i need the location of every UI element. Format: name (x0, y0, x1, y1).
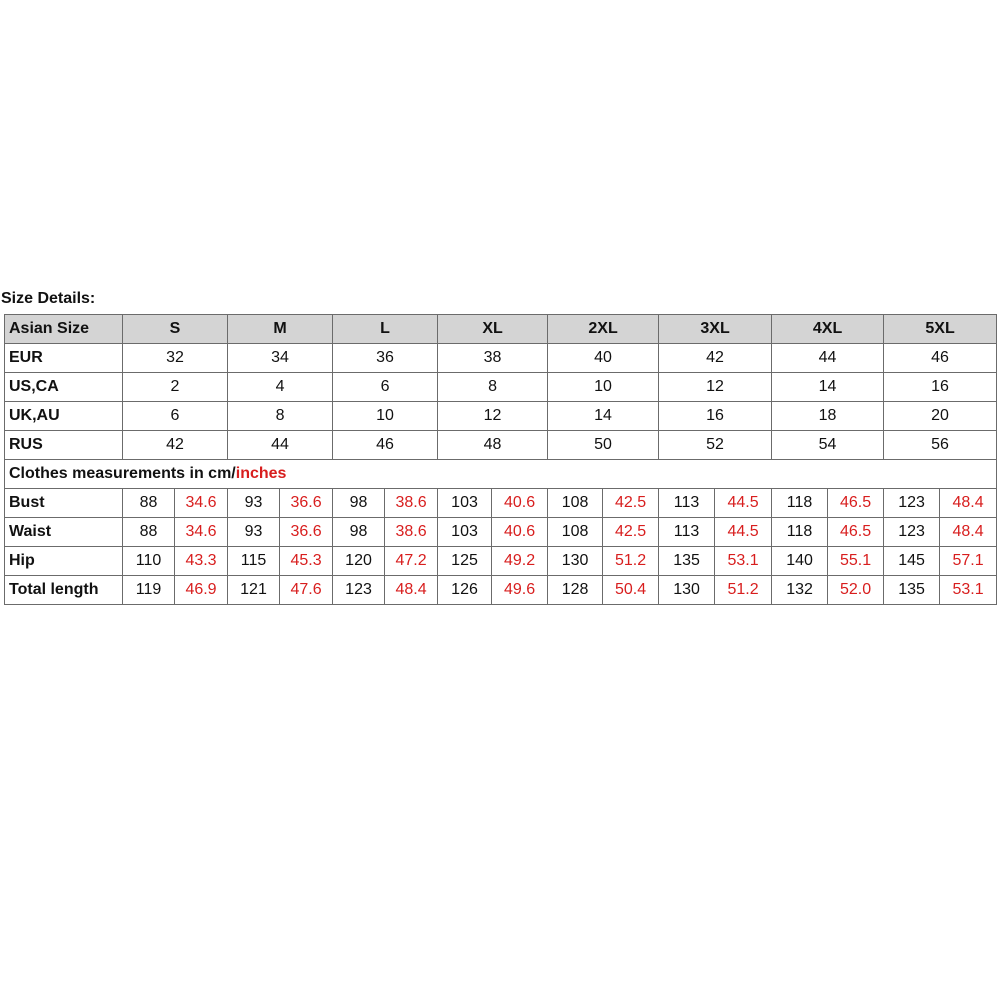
conversion-cell: 40 (548, 344, 659, 373)
cm-cell: 113 (659, 489, 715, 518)
cm-cell: 121 (228, 576, 280, 605)
conversion-cell: 34 (228, 344, 333, 373)
size-header-cell: L (333, 315, 438, 344)
inches-cell: 46.5 (828, 518, 884, 547)
cm-cell: 123 (333, 576, 385, 605)
inches-cell: 51.2 (715, 576, 772, 605)
conversion-cell: 12 (659, 373, 772, 402)
conversion-cell: 44 (772, 344, 884, 373)
size-header-row (5, 315, 997, 344)
conversion-cell: 48 (438, 431, 548, 460)
cm-cell: 88 (123, 489, 175, 518)
inches-cell: 55.1 (828, 547, 884, 576)
cm-cell: 103 (438, 518, 492, 547)
inches-cell: 49.2 (492, 547, 548, 576)
inches-cell: 47.6 (280, 576, 333, 605)
inches-cell: 34.6 (175, 489, 228, 518)
cm-cell: 130 (548, 547, 603, 576)
cm-cell: 145 (884, 547, 940, 576)
conversion-cell: 10 (333, 402, 438, 431)
inches-cell: 45.3 (280, 547, 333, 576)
conversion-cell: 14 (772, 373, 884, 402)
row-label: UK,AU (5, 402, 123, 431)
inches-cell: 38.6 (385, 518, 438, 547)
cm-cell: 119 (123, 576, 175, 605)
conversion-cell: 50 (548, 431, 659, 460)
size-header-cell: XL (438, 315, 548, 344)
cm-cell: 135 (884, 576, 940, 605)
conversion-cell: 8 (228, 402, 333, 431)
conversion-row (5, 373, 997, 402)
inches-cell: 40.6 (492, 489, 548, 518)
inches-cell: 46.5 (828, 489, 884, 518)
inches-cell: 34.6 (175, 518, 228, 547)
conversion-cell: 6 (123, 402, 228, 431)
conversion-cell: 44 (228, 431, 333, 460)
conversion-cell: 4 (228, 373, 333, 402)
conversion-cell: 16 (659, 402, 772, 431)
inches-cell: 49.6 (492, 576, 548, 605)
cm-cell: 118 (772, 489, 828, 518)
row-label: Hip (5, 547, 123, 576)
measurement-row (5, 547, 997, 576)
cm-cell: 130 (659, 576, 715, 605)
cm-cell: 88 (123, 518, 175, 547)
inches-cell: 44.5 (715, 518, 772, 547)
conversion-cell: 12 (438, 402, 548, 431)
inches-cell: 53.1 (715, 547, 772, 576)
inches-cell: 42.5 (603, 518, 659, 547)
cm-cell: 120 (333, 547, 385, 576)
measurement-row (5, 489, 997, 518)
row-label: EUR (5, 344, 123, 373)
row-label: Total length (5, 576, 123, 605)
conversion-cell: 56 (884, 431, 997, 460)
size-header-cell: M (228, 315, 333, 344)
measurements-heading-row (5, 460, 997, 489)
size-header-cell: S (123, 315, 228, 344)
conversion-cell: 42 (123, 431, 228, 460)
conversion-cell: 14 (548, 402, 659, 431)
conversion-cell: 18 (772, 402, 884, 431)
inches-cell: 52.0 (828, 576, 884, 605)
row-label: Asian Size (5, 315, 123, 344)
conversion-row (5, 431, 997, 460)
conversion-row (5, 344, 997, 373)
cm-cell: 115 (228, 547, 280, 576)
conversion-cell: 6 (333, 373, 438, 402)
cm-cell: 125 (438, 547, 492, 576)
measurements-heading-prefix: Clothes measurements in cm/ (9, 465, 236, 482)
conversion-cell: 2 (123, 373, 228, 402)
conversion-row (5, 402, 997, 431)
inches-cell: 43.3 (175, 547, 228, 576)
cm-cell: 108 (548, 489, 603, 518)
cm-cell: 123 (884, 518, 940, 547)
inches-cell: 46.9 (175, 576, 228, 605)
size-header-cell: 4XL (772, 315, 884, 344)
cm-cell: 103 (438, 489, 492, 518)
inches-cell: 36.6 (280, 489, 333, 518)
conversion-cell: 46 (884, 344, 997, 373)
size-header-cell: 3XL (659, 315, 772, 344)
conversion-cell: 54 (772, 431, 884, 460)
measurements-heading-suffix: inches (235, 465, 287, 482)
inches-cell: 47.2 (385, 547, 438, 576)
conversion-cell: 16 (884, 373, 997, 402)
cm-cell: 113 (659, 518, 715, 547)
inches-cell: 50.4 (603, 576, 659, 605)
inches-cell: 48.4 (940, 489, 997, 518)
conversion-cell: 32 (123, 344, 228, 373)
cm-cell: 118 (772, 518, 828, 547)
size-header-cell: 5XL (884, 315, 997, 344)
cm-cell: 140 (772, 547, 828, 576)
inches-cell: 38.6 (385, 489, 438, 518)
cm-cell: 93 (228, 518, 280, 547)
conversion-cell: 10 (548, 373, 659, 402)
conversion-cell: 8 (438, 373, 548, 402)
conversion-cell: 52 (659, 431, 772, 460)
measurements-heading (5, 460, 997, 489)
size-details-title: Size Details: (1, 290, 96, 307)
cm-cell: 98 (333, 489, 385, 518)
row-label: Waist (5, 518, 123, 547)
inches-cell: 40.6 (492, 518, 548, 547)
inches-cell: 42.5 (603, 489, 659, 518)
inches-cell: 53.1 (940, 576, 997, 605)
cm-cell: 110 (123, 547, 175, 576)
cm-cell: 135 (659, 547, 715, 576)
inches-cell: 57.1 (940, 547, 997, 576)
row-label: Bust (5, 489, 123, 518)
inches-cell: 51.2 (603, 547, 659, 576)
conversion-cell: 36 (333, 344, 438, 373)
cm-cell: 98 (333, 518, 385, 547)
row-label: RUS (5, 431, 123, 460)
size-chart-table (4, 314, 997, 605)
measurement-row (5, 576, 997, 605)
inches-cell: 48.4 (385, 576, 438, 605)
cm-cell: 123 (884, 489, 940, 518)
cm-cell: 128 (548, 576, 603, 605)
conversion-cell: 38 (438, 344, 548, 373)
measurement-row (5, 518, 997, 547)
inches-cell: 44.5 (715, 489, 772, 518)
cm-cell: 132 (772, 576, 828, 605)
conversion-cell: 46 (333, 431, 438, 460)
size-header-cell: 2XL (548, 315, 659, 344)
conversion-cell: 42 (659, 344, 772, 373)
cm-cell: 108 (548, 518, 603, 547)
conversion-cell: 20 (884, 402, 997, 431)
inches-cell: 48.4 (940, 518, 997, 547)
cm-cell: 93 (228, 489, 280, 518)
inches-cell: 36.6 (280, 518, 333, 547)
row-label: US,CA (5, 373, 123, 402)
cm-cell: 126 (438, 576, 492, 605)
